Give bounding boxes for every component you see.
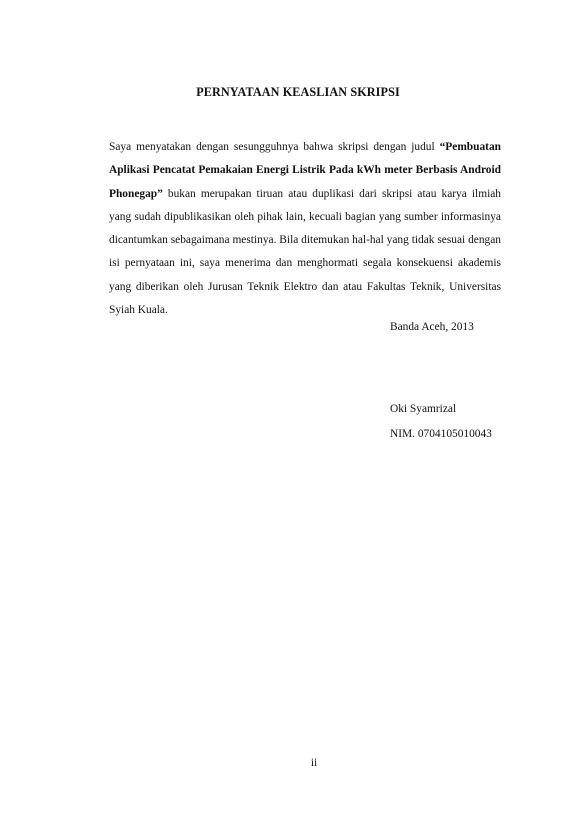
statement-rest: bukan merupakan tiruan atau duplikasi dari skripsi atau karya ilmiah yang sudah dipublikasikan oleh pihak lain, kecuali bagian yang sumber informasinya dicantumkan sebagaimana mestinya. Bila ditemukan hal-hal yang tidak sesuai dengan isi pernyataan ini, saya menerima dan menghormati segala konsekuensi akademis yang diberikan oleh Jurusan Teknik Elektro dan atau Fakultas Teknik, Universitas Syiah Kuala. — [109, 187, 501, 317]
statement-paragraph — [109, 136, 501, 322]
statement-intro: Saya menyatakan dengan sesungguhnya bahwa skripsi dengan judul — [109, 141, 440, 153]
thesis-title: “Pembuatan Aplikasi Pencatat Pemakaian Energi Listrik Pada kWh meter Berbasis Android Phonegap” — [109, 141, 501, 200]
page-number: ii — [310, 757, 318, 769]
page-title: PERNYATAAN KEASLIAN SKRIPSI — [196, 85, 400, 99]
author-nim: NIM. 0704105010043 — [390, 428, 492, 440]
author-name: Oki Syamrizal — [390, 403, 457, 415]
signature-place-date: Banda Aceh, 2013 — [390, 321, 474, 333]
